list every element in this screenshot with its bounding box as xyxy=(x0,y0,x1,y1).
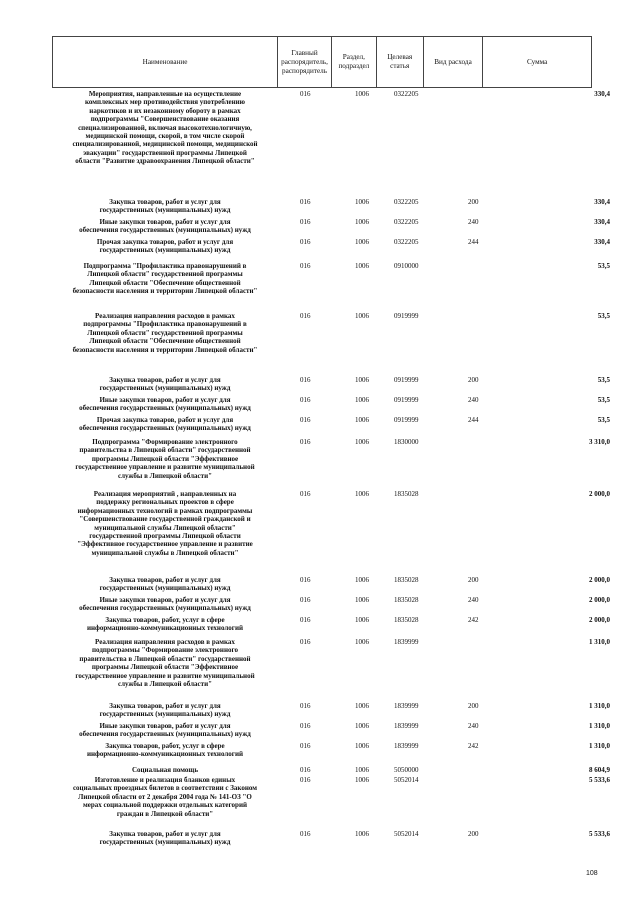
row-target: 1835028 xyxy=(394,596,419,604)
row-name: Закупка товаров, работ и услуг для государственных (муниципальных) нужд xyxy=(99,376,231,393)
row-sum: 2 000,0 xyxy=(589,490,610,498)
row-target: 1839999 xyxy=(394,722,419,730)
row-section: 1006 xyxy=(355,830,369,838)
header-expense-type: Вид расхода xyxy=(424,37,484,87)
row-name: Реализация направления расходов в рамках подпрограммы "Профилактика правонарушений в Липецкой области" государственной программы Липецкой области "Обеспечение общественной безопасности населения и территории Липецкой области" xyxy=(72,312,258,354)
row-main-manager: 016 xyxy=(300,638,311,646)
row-expense-type: 240 xyxy=(468,722,479,730)
row-expense-type: 200 xyxy=(468,830,479,838)
row-sum: 53,5 xyxy=(597,396,610,404)
row-target: 0322205 xyxy=(394,238,419,246)
row-expense-type: 240 xyxy=(468,396,479,404)
row-section: 1006 xyxy=(355,722,369,730)
header-target: Целевая статья xyxy=(377,37,424,87)
row-target: 5052014 xyxy=(394,776,419,784)
row-sum: 1 310,0 xyxy=(589,702,610,710)
row-name: Мероприятия, направленные на осуществление комплексных мер противодействия употреблению наркотиков и их незаконному обороту в рамках подпрограммы "Совершенствование оказания специализированной, включая высокотехнологичную, медицинской помощи, скорой, в том числе скорой специализированной, медицинской помощи, медицинской эвакуации" государственной программы Липецкой области "Развитие здравоохранения Липецкой области" xyxy=(72,90,258,166)
row-sum: 330,4 xyxy=(594,90,610,98)
row-main-manager: 016 xyxy=(300,312,311,320)
row-expense-type: 200 xyxy=(468,376,479,384)
row-target: 1830000 xyxy=(394,438,419,446)
row-target: 0919999 xyxy=(394,312,419,320)
row-main-manager: 016 xyxy=(300,238,311,246)
row-target: 0919999 xyxy=(394,416,419,424)
row-sum: 1 310,0 xyxy=(589,638,610,646)
row-main-manager: 016 xyxy=(300,742,311,750)
row-sum: 8 604,9 xyxy=(589,766,610,774)
row-target: 1835028 xyxy=(394,616,419,624)
row-section: 1006 xyxy=(355,312,369,320)
row-name: Закупка товаров, работ, услуг в сфере информационно-коммуникационных технологий xyxy=(86,616,244,633)
row-target: 0322205 xyxy=(394,218,419,226)
row-name: Иные закупки товаров, работ и услуг для обеспечения государственных (муниципальных) нужд xyxy=(79,722,251,739)
row-section: 1006 xyxy=(355,616,369,624)
header-main-manager: Главный распорядитель, распорядитель xyxy=(278,37,332,87)
header-name: Наименование xyxy=(53,37,278,87)
row-sum: 53,5 xyxy=(597,376,610,384)
row-name: Закупка товаров, работ и услуг для государственных (муниципальных) нужд xyxy=(99,198,231,215)
row-sum: 1 310,0 xyxy=(589,742,610,750)
row-main-manager: 016 xyxy=(300,416,311,424)
row-name: Закупка товаров, работ и услуг для государственных (муниципальных) нужд xyxy=(99,702,231,719)
row-sum: 2 000,0 xyxy=(589,576,610,584)
row-main-manager: 016 xyxy=(300,490,311,498)
row-target: 0322205 xyxy=(394,198,419,206)
row-target: 0322205 xyxy=(394,90,419,98)
row-section: 1006 xyxy=(355,90,369,98)
row-main-manager: 016 xyxy=(300,438,311,446)
row-target: 5052014 xyxy=(394,830,419,838)
row-expense-type: 240 xyxy=(468,218,479,226)
row-sum: 330,4 xyxy=(594,238,610,246)
row-main-manager: 016 xyxy=(300,262,311,270)
header-sum: Сумма xyxy=(527,57,548,66)
row-section: 1006 xyxy=(355,416,369,424)
row-section: 1006 xyxy=(355,596,369,604)
row-sum: 5 533,6 xyxy=(589,830,610,838)
row-name: Прочая закупка товаров, работ и услуг для обеспечения государственных (муниципальных) нужд xyxy=(79,416,251,433)
row-main-manager: 016 xyxy=(300,776,311,784)
row-section: 1006 xyxy=(355,218,369,226)
row-name: Иные закупки товаров, работ и услуг для обеспечения государственных (муниципальных) нужд xyxy=(79,396,251,413)
row-expense-type: 244 xyxy=(468,238,479,246)
page-number: 108 xyxy=(586,870,598,877)
row-name: Прочая закупка товаров, работ и услуг для государственных (муниципальных) нужд xyxy=(96,238,234,255)
row-main-manager: 016 xyxy=(300,616,311,624)
row-target: 1835028 xyxy=(394,576,419,584)
row-sum: 2 000,0 xyxy=(589,596,610,604)
row-name: Иные закупки товаров, работ и услуг для обеспечения государственных (муниципальных) нужд xyxy=(79,218,251,235)
row-target: 1839999 xyxy=(394,638,419,646)
row-section: 1006 xyxy=(355,396,369,404)
row-main-manager: 016 xyxy=(300,396,311,404)
row-section: 1006 xyxy=(355,438,369,446)
row-sum: 53,5 xyxy=(597,262,610,270)
row-section: 1006 xyxy=(355,766,369,774)
row-section: 1006 xyxy=(355,576,369,584)
row-target: 5050000 xyxy=(394,766,419,774)
row-name: Социальная помощь xyxy=(131,766,199,774)
row-section: 1006 xyxy=(355,702,369,710)
row-target: 0919999 xyxy=(394,396,419,404)
row-main-manager: 016 xyxy=(300,830,311,838)
row-expense-type: 200 xyxy=(468,702,479,710)
row-name: Закупка товаров, работ, услуг в сфере информационно-коммуникационных технологий xyxy=(86,742,244,759)
row-expense-type: 200 xyxy=(468,198,479,206)
row-section: 1006 xyxy=(355,776,369,784)
row-target: 0919999 xyxy=(394,376,419,384)
row-name: Изготовление и реализация бланков единых социальных проездных билетов в соответствии с Законом Липецкой области от 2 декабря 2004 года № 141-ОЗ "О мерах социальной поддержки отдельных категорий граждан в Липецкой области" xyxy=(72,776,258,818)
row-expense-type: 240 xyxy=(468,596,479,604)
row-main-manager: 016 xyxy=(300,218,311,226)
row-section: 1006 xyxy=(355,376,369,384)
row-sum: 1 310,0 xyxy=(589,722,610,730)
row-main-manager: 016 xyxy=(300,596,311,604)
row-target: 1835028 xyxy=(394,490,419,498)
row-sum: 53,5 xyxy=(597,312,610,320)
row-main-manager: 016 xyxy=(300,576,311,584)
header-section: Раздел, подраздел xyxy=(332,37,377,87)
row-main-manager: 016 xyxy=(300,722,311,730)
row-name: Закупка товаров, работ и услуг для государственных (муниципальных) нужд xyxy=(99,576,231,593)
row-sum: 5 533,6 xyxy=(589,776,610,784)
row-section: 1006 xyxy=(355,238,369,246)
table-header xyxy=(52,36,592,88)
row-name: Иные закупки товаров, работ и услуг для обеспечения государственных (муниципальных) нужд xyxy=(79,596,251,613)
row-expense-type: 200 xyxy=(468,576,479,584)
row-name: Закупка товаров, работ и услуг для государственных (муниципальных) нужд xyxy=(99,830,231,847)
row-target: 1839999 xyxy=(394,742,419,750)
row-target: 0910000 xyxy=(394,262,419,270)
row-name: Подпрограмма "Профилактика правонарушений в Липецкой области" государственной программы Липецкой области "Обеспечение общественной безопасности населения и территории Липецкой области" xyxy=(72,262,258,296)
row-sum: 3 310,0 xyxy=(589,438,610,446)
row-sum: 2 000,0 xyxy=(589,616,610,624)
row-section: 1006 xyxy=(355,262,369,270)
row-main-manager: 016 xyxy=(300,766,311,774)
row-section: 1006 xyxy=(355,490,369,498)
row-expense-type: 242 xyxy=(468,742,479,750)
row-main-manager: 016 xyxy=(300,702,311,710)
row-name: Реализация направления расходов в рамках подпрограммы "Формирование электронного правительства в Липецкой области" государственной программы Липецкой области "Эффективное государственное управление и развитие муниципальной службы в Липецкой области" xyxy=(75,638,255,689)
row-sum: 330,4 xyxy=(594,198,610,206)
row-section: 1006 xyxy=(355,742,369,750)
row-name: Подпрограмма "Формирование электронного правительства в Липецкой области" государственной программы Липецкой области "Эффективное государственное управление и развитие муниципальной службы в Липецкой области" xyxy=(75,438,255,480)
row-target: 1839999 xyxy=(394,702,419,710)
row-name: Реализация мероприятий , направленных на поддержку региональных проектов в сфере информационных технологий в рамках подпрограммы "Совершенствование государственной гражданской и муниципальной службы Липецкой области" государственной программы Липецкой области "Эффективное государственное управление и развитие муниципальной службы в Липецкой области" xyxy=(77,490,253,557)
row-section: 1006 xyxy=(355,638,369,646)
row-expense-type: 244 xyxy=(468,416,479,424)
row-section: 1006 xyxy=(355,198,369,206)
row-main-manager: 016 xyxy=(300,90,311,98)
row-sum: 53,5 xyxy=(597,416,610,424)
row-main-manager: 016 xyxy=(300,198,311,206)
row-main-manager: 016 xyxy=(300,376,311,384)
row-sum: 330,4 xyxy=(594,218,610,226)
row-expense-type: 242 xyxy=(468,616,479,624)
